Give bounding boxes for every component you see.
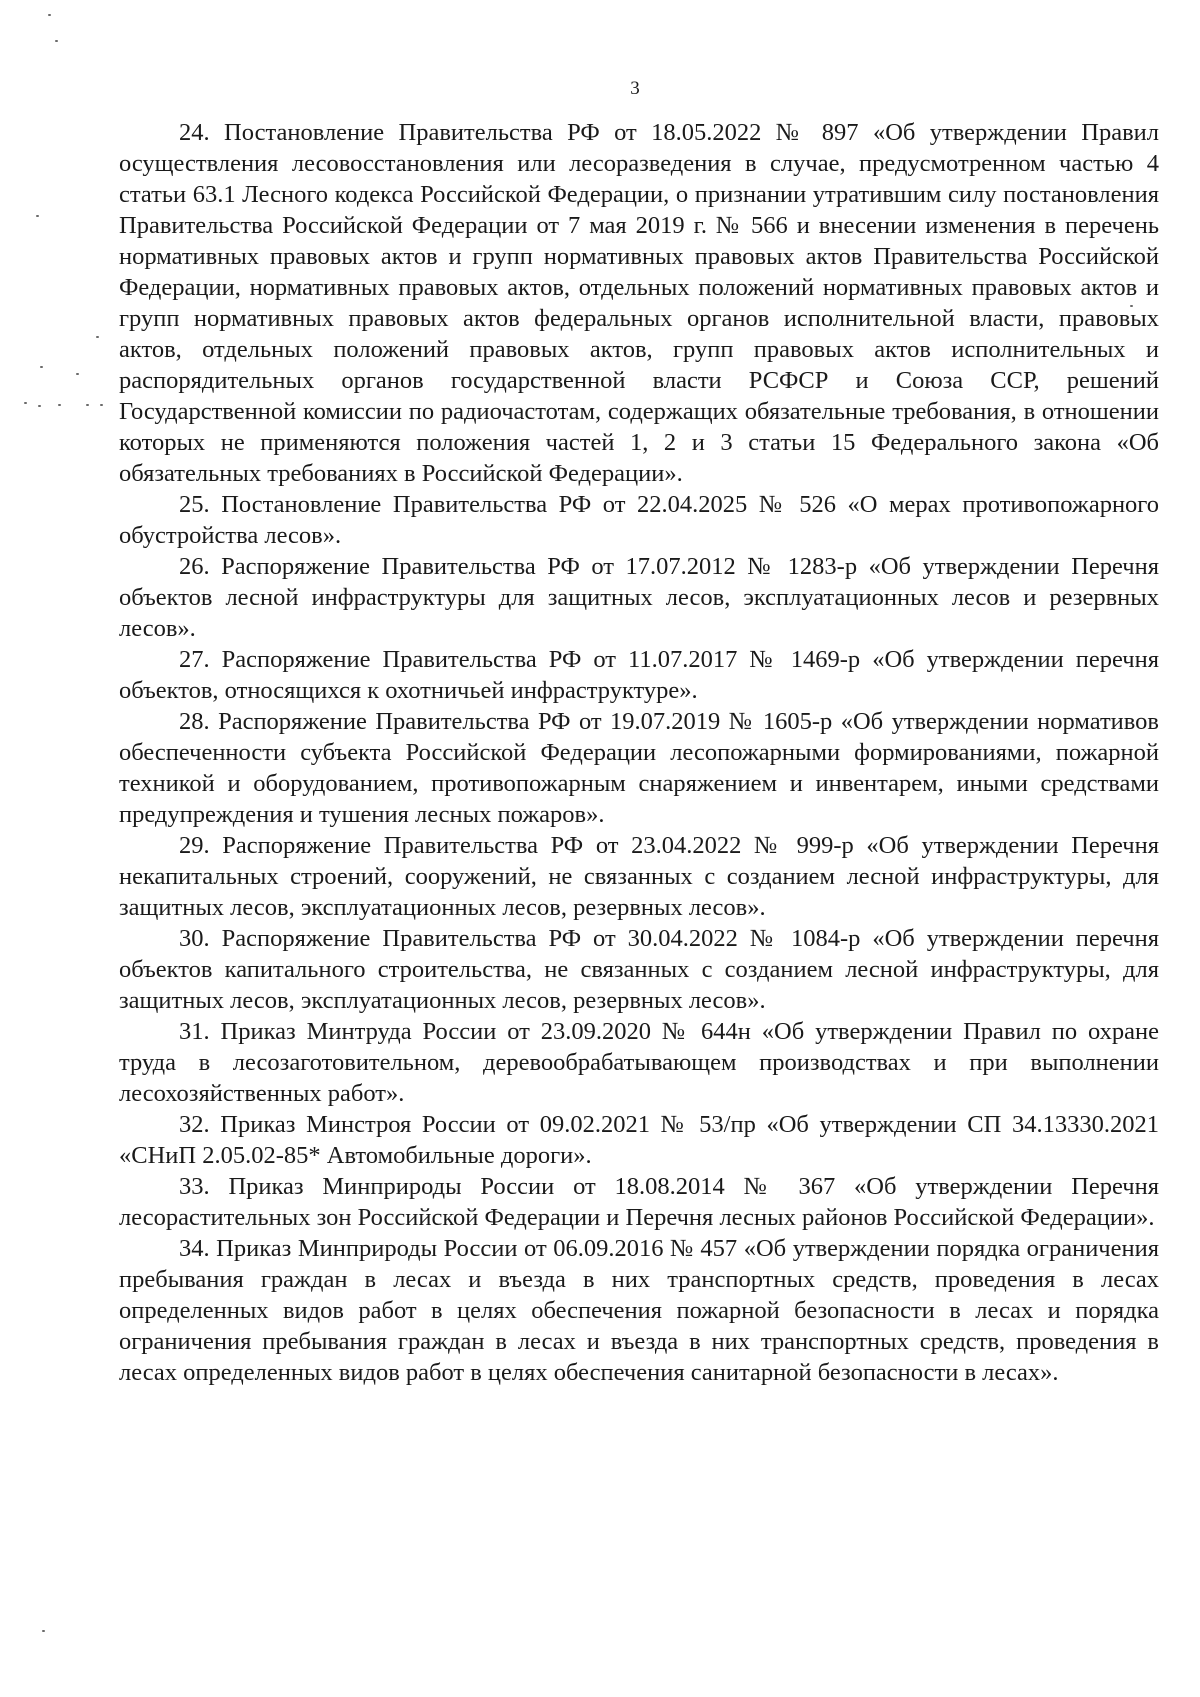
scan-speck [100, 404, 103, 406]
list-item: 30. Распоряжение Правительства РФ от 30.04.2022 № 1084-р «Об утверждении перечня объектов капитального строительства, не связанных с созданием лесной инфраструктуры, для защитных лесов, эксплуатационных лесов, резервных лесов». [119, 925, 1159, 1014]
list-item: 29. Распоряжение Правительства РФ от 23.04.2022 № 999-р «Об утверждении Перечня некапитальных строений, сооружений, не связанных с созданием лесной инфраструктуры, для защитных лесов, эксплуатационных лесов, резервных лесов». [119, 832, 1159, 921]
scan-speck [55, 40, 58, 42]
scan-speck [24, 402, 27, 404]
scan-speck [86, 404, 89, 406]
list-item: 31. Приказ Минтруда России от 23.09.2020 № 644н «Об утверждении Правил по охране труда в лесозаготовительном, деревообрабатывающем производствах и при выполнении лесохозяйственных работ». [119, 1018, 1159, 1107]
scan-speck [38, 405, 41, 407]
scan-speck [58, 404, 61, 406]
list-item: 28. Распоряжение Правительства РФ от 19.07.2019 № 1605-р «Об утверждении нормативов обеспеченности субъекта Российской Федерации лесопожарными формированиями, пожарной техникой и оборудованием, противопожарным снаряжением и инвентарем, иными средствами предупреждения и тушения лесных пожаров». [119, 708, 1159, 828]
list-item: 24. Постановление Правительства РФ от 18.05.2022 № 897 «Об утверждении Правил осуществления лесовосстановления или лесоразведения в случае, предусмотренном частью 4 статьи 63.1 Лесного кодекса Российской Федерации, о признании утратившим силу постановления Правительства Российской Федерации от 7 мая 2019 г. № 566 и внесении изменения в перечень нормативных правовых актов и групп нормативных правовых актов Правительства Российской Федерации, нормативных правовых актов, отдельных положений нормативных правовых актов и групп нормативных правовых актов федеральных органов исполнительной власти, правовых актов, отдельных положений правовых актов, групп правовых актов исполнительных и распорядительных органов государственной власти РСФСР и Союза ССР, решений Государственной комиссии по радиочастотам, содержащих обязательные требования, в отношении которых не применяются положения частей 1, 2 и 3 статьи 15 Федерального закона «Об обязательных требованиях в Российской Федерации». [119, 119, 1159, 487]
list-item: 34. Приказ Минприроды России от 06.09.2016 № 457 «Об утверждении порядка ограничения пребывания граждан в лесах и въезда в них транспортных средств, проведения в лесах определенных видов работ в целях обеспечения пожарной безопасности в лесах и порядка ограничения пребывания граждан в лесах и въезда в них транспортных средств, проведения в лесах определенных видов работ в целях обеспечения санитарной безопасности в лесах». [119, 1235, 1159, 1386]
scan-speck [76, 373, 79, 375]
scan-speck [48, 14, 51, 16]
scan-speck [40, 366, 43, 368]
list-item: 27. Распоряжение Правительства РФ от 11.07.2017 № 1469-р «Об утверждении перечня объектов, относящихся к охотничьей инфраструктуре». [119, 646, 1159, 704]
scan-speck [42, 1630, 45, 1632]
list-item: 33. Приказ Минприроды России от 18.08.2014 № 367 «Об утверждении Перечня лесорастительных зон Российской Федерации и Перечня лесных районов Российской Федерации». [119, 1173, 1159, 1231]
scan-speck [36, 215, 39, 217]
list-item: 26. Распоряжение Правительства РФ от 17.07.2012 № 1283-р «Об утверждении Перечня объектов лесной инфраструктуры для защитных лесов, эксплуатационных лесов и резервных лесов». [119, 553, 1159, 642]
list-item: 32. Приказ Минстроя России от 09.02.2021 № 53/пр «Об утверждении СП 34.13330.2021 «СНиП 2.05.02-85* Автомобильные дороги». [119, 1111, 1159, 1169]
list-item: 25. Постановление Правительства РФ от 22.04.2025 № 526 «О мерах противопожарного обустройства лесов». [119, 491, 1159, 549]
page-number: 3 [630, 78, 640, 99]
scan-speck [96, 336, 99, 338]
document-body [119, 117, 1159, 1388]
